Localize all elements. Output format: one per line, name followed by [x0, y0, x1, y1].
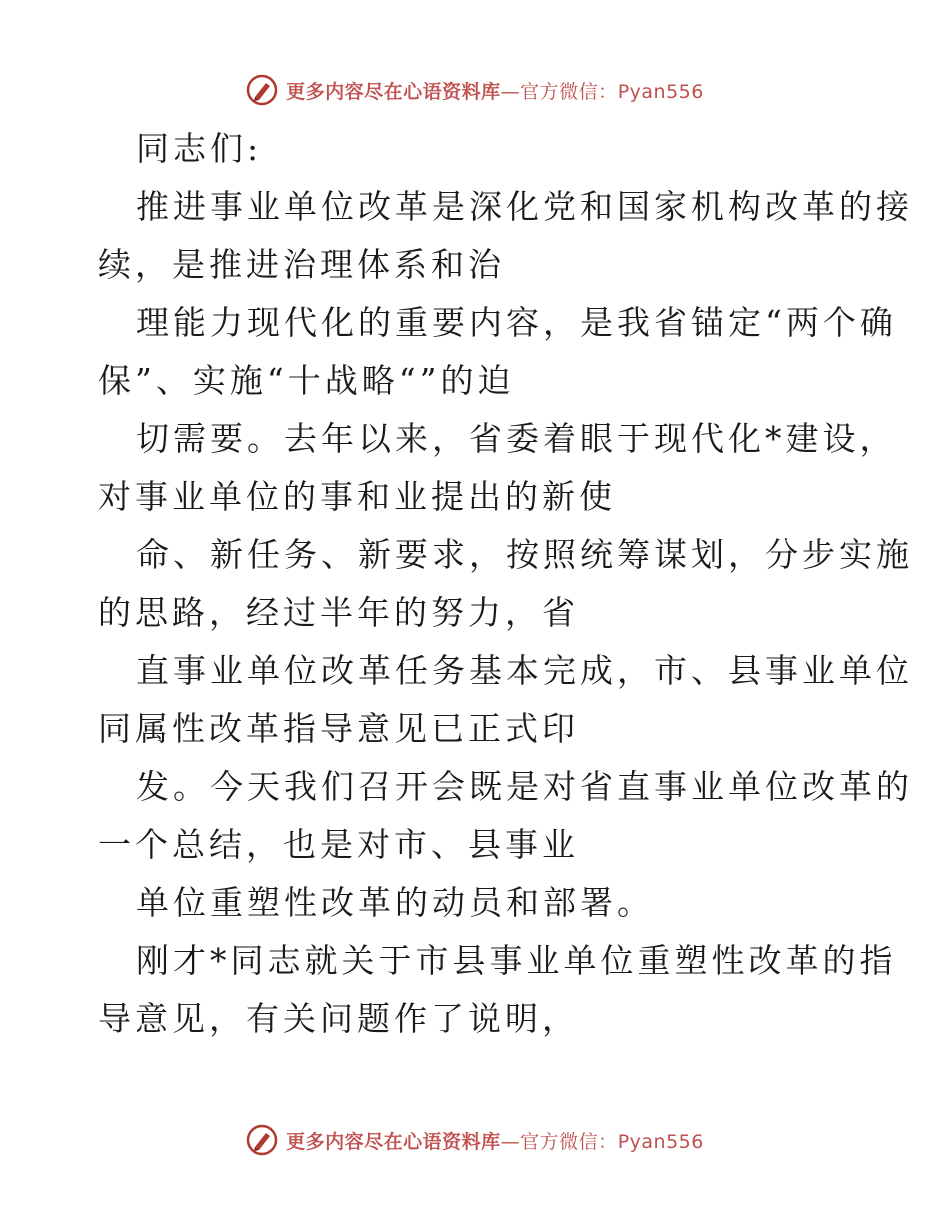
header-banner: [0, 70, 950, 110]
red-pen-logo-icon: [246, 74, 278, 106]
paragraph-line: 的思路，经过半年的努力，省: [98, 593, 579, 632]
footer-banner-text: [286, 1127, 704, 1154]
paragraph-line: 同属性改革指导意见已正式印: [98, 709, 579, 748]
footer-banner-main: 更多内容尽在心语资料库: [286, 1130, 501, 1153]
header-banner-contact: 官方微信：: [520, 80, 618, 103]
paragraph-line: 一个总结，也是对市、县事业: [98, 825, 579, 864]
header-banner-text: [286, 77, 704, 104]
paragraph-line: 刚才*同志就关于市县事业单位重塑性改革的指: [136, 941, 897, 980]
footer-banner: [0, 1120, 950, 1160]
paragraph-line: 同志们:: [136, 129, 263, 168]
paragraph-line: 命、新任务、新要求，按照统筹谋划，分步实施: [136, 535, 913, 574]
footer-banner-contact: 官方微信：: [520, 1130, 618, 1153]
red-pen-logo-icon: [246, 1124, 278, 1156]
paragraph-line: 单位重塑性改革的动员和部署。: [136, 883, 654, 922]
paragraph-line: 续，是推进治理体系和治: [98, 245, 505, 284]
paragraph-line: 对事业单位的事和业提出的新使: [98, 477, 616, 516]
footer-banner-id: Pyan556: [617, 1130, 704, 1153]
paragraph-line: 推进事业单位改革是深化党和国家机构改革的接: [136, 187, 913, 226]
paragraph-line: 发。今天我们召开会既是对省直事业单位改革的: [136, 767, 913, 806]
paragraph-line: 直事业单位改革任务基本完成，市、县事业单位: [136, 651, 913, 690]
paragraph-line: 理能力现代化的重要内容，是我省锚定“两个确: [136, 303, 897, 342]
header-banner-id: Pyan556: [617, 80, 704, 103]
paragraph-line: 导意见，有关问题作了说明，: [98, 999, 579, 1038]
header-banner-dash: —: [500, 80, 521, 103]
footer-banner-dash: —: [500, 1130, 521, 1153]
paragraph-line: 保”、实施“十战略“”的迫: [98, 361, 515, 400]
paragraph-line: 切需要。去年以来，省委着眼于现代化*建设，: [136, 419, 897, 458]
header-banner-main: 更多内容尽在心语资料库: [286, 80, 501, 103]
